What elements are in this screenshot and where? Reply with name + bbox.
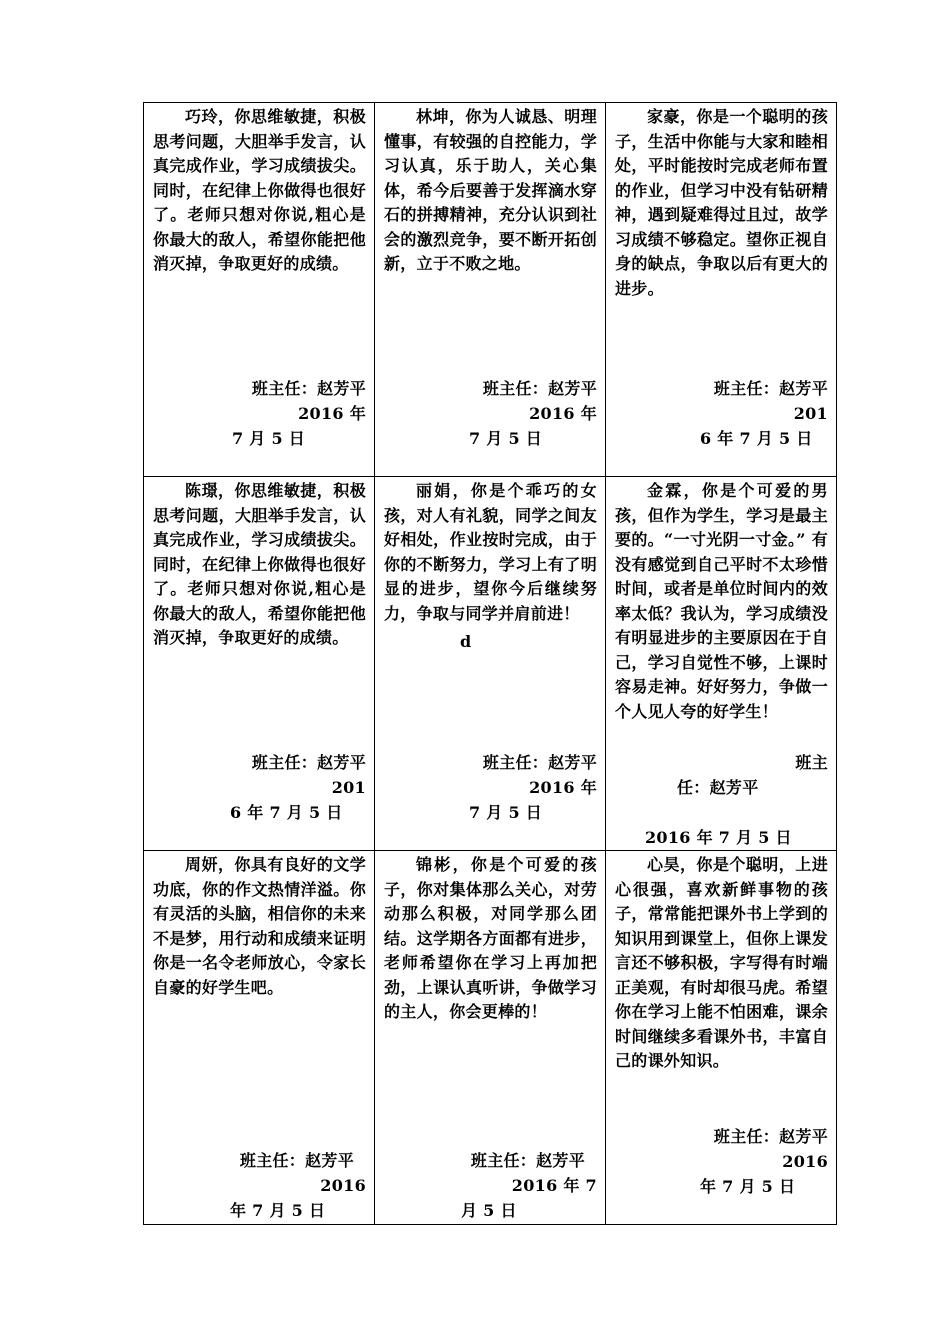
- signature-year: 2016: [782, 1152, 828, 1171]
- comment-text: 陈璟，你思维敏捷，积极思考问题，大胆举手发言，认真完成作业，学习成绩拔尖。同时，在纪律上你做得也很好了。老师只想对你说,粗心是你最大的敌人，希望你能把他消灭掉，争取更好的成绩。: [153, 481, 366, 647]
- table-row: [144, 477, 837, 851]
- comment-cell: [606, 477, 837, 851]
- teacher-signature-part2: 任：赵芳平: [677, 778, 759, 797]
- comment-text: 丽娟，你是个乖巧的女孩，对人有礼貌，同学之间友好相处，作业按时完成，由于你的不断努力，学习上有了明显的进步，望你今后继续努力，争取与同学并肩前进！: [384, 481, 597, 623]
- signature-date: 月 5 日: [461, 1201, 517, 1220]
- teacher-signature: 班主任：赵芳平: [239, 1151, 354, 1170]
- comment-text: 金霖，你是个可爱的男孩，但作为学生，学习是最主要的。“一寸光阴一寸金。” 有没有感觉到自己平时不太珍惜时间，或者是单位时间内的效率太低？我认为，学习成绩没有明显进步的主要原因在于自己，学习自觉性不够，上课时容易走神。好好努力，争做一个人见人夸的好学生！: [615, 481, 828, 721]
- comment-cell: [606, 851, 837, 1225]
- teacher-signature: 班主任：赵芳平: [482, 753, 597, 772]
- signature-date: 7 月 5 日: [232, 429, 306, 448]
- teacher-signature: 班主任：赵芳平: [470, 1151, 585, 1170]
- signature-year: 2016 年: [529, 778, 597, 797]
- teacher-signature: 班主任：赵芳平: [482, 379, 597, 398]
- comment-cell: [144, 103, 375, 477]
- signature-year: 2016 年: [529, 404, 597, 423]
- teacher-signature: 班主任：赵芳平: [713, 1127, 828, 1146]
- comment-cell: [144, 851, 375, 1225]
- teacher-signature-part1: 班主: [795, 753, 828, 772]
- teacher-signature: 班主任：赵芳平: [713, 379, 828, 398]
- signature-year: 2016 年 7: [511, 1176, 597, 1195]
- signature-year: 2016: [320, 1176, 366, 1195]
- comment-cell: [375, 851, 606, 1225]
- comment-text: 周妍，你具有良好的文学功底，你的作文热情洋溢。你有灵活的头脑，相信你的未来不是梦，用行动和成绩来证明你是一名令老师放心，令家长自豪的好学生吧。: [153, 855, 366, 997]
- comment-cell: [144, 477, 375, 851]
- signature-date: 6 年 7 月 5 日: [230, 803, 343, 822]
- signature-year: 201: [793, 404, 828, 423]
- comment-cell: [375, 477, 606, 851]
- teacher-signature: 班主任：赵芳平: [251, 379, 366, 398]
- signature-year: 2016 年: [298, 404, 366, 423]
- signature-date: 2016 年 7 月 5 日: [645, 828, 792, 847]
- signature-year: 201: [331, 778, 366, 797]
- signature-date: 年 7 月 5 日: [230, 1201, 326, 1220]
- signature-date: 年 7 月 5 日: [700, 1177, 796, 1196]
- stray-character: d: [460, 632, 472, 651]
- table-row: [144, 103, 837, 477]
- comments-table: [143, 102, 837, 1225]
- comment-text: 家豪，你是一个聪明的孩子，生活中你能与大家和睦相处，平时能按时完成老师布置的作业，但学习中没有钻研精神，遇到疑难得过且过，故学习成绩不够稳定。望你正视自身的缺点，争取以后有更大的进步。: [615, 107, 828, 298]
- signature-date: 6 年 7 月 5 日: [700, 429, 813, 448]
- comment-cell: [606, 103, 837, 477]
- comment-text: 林坤，你为人诚恳、明理懂事，有较强的自控能力，学习认真，乐于助人，关心集体，希今后要善于发挥滴水穿石的拼搏精神，充分认识到社会的激烈竞争，要不断开拓创新，立于不败之地。: [384, 107, 597, 273]
- comment-text: 锦彬，你是个可爱的孩子，你对集体那么关心，对劳动那么积极，对同学那么团结。这学期各方面都有进步，老师希望你在学习上再加把劲，上课认真听讲，争做学习的主人，你会更棒的！: [384, 855, 597, 1021]
- comment-text: 心昊，你是个聪明，上进心很强，喜欢新鲜事物的孩子，常常能把课外书上学到的知识用到课堂上，但你上课发言还不够积极，字写得有时端正美观，有时却很马虎。希望你在学习上能不怕困难，课余时间继续多看课外书，丰富自己的课外知识。: [615, 855, 828, 1070]
- comment-text: 巧玲，你思维敏捷，积极思考问题，大胆举手发言，认真完成作业，学习成绩拔尖。同时，在纪律上你做得也很好了。老师只想对你说,粗心是你最大的敌人，希望你能把他消灭掉，争取更好的成绩。: [153, 107, 366, 273]
- signature-date: 7 月 5 日: [469, 429, 543, 448]
- signature-date: 7 月 5 日: [469, 803, 543, 822]
- comment-cell: [375, 103, 606, 477]
- table-row: [144, 851, 837, 1225]
- teacher-signature: 班主任：赵芳平: [251, 753, 366, 772]
